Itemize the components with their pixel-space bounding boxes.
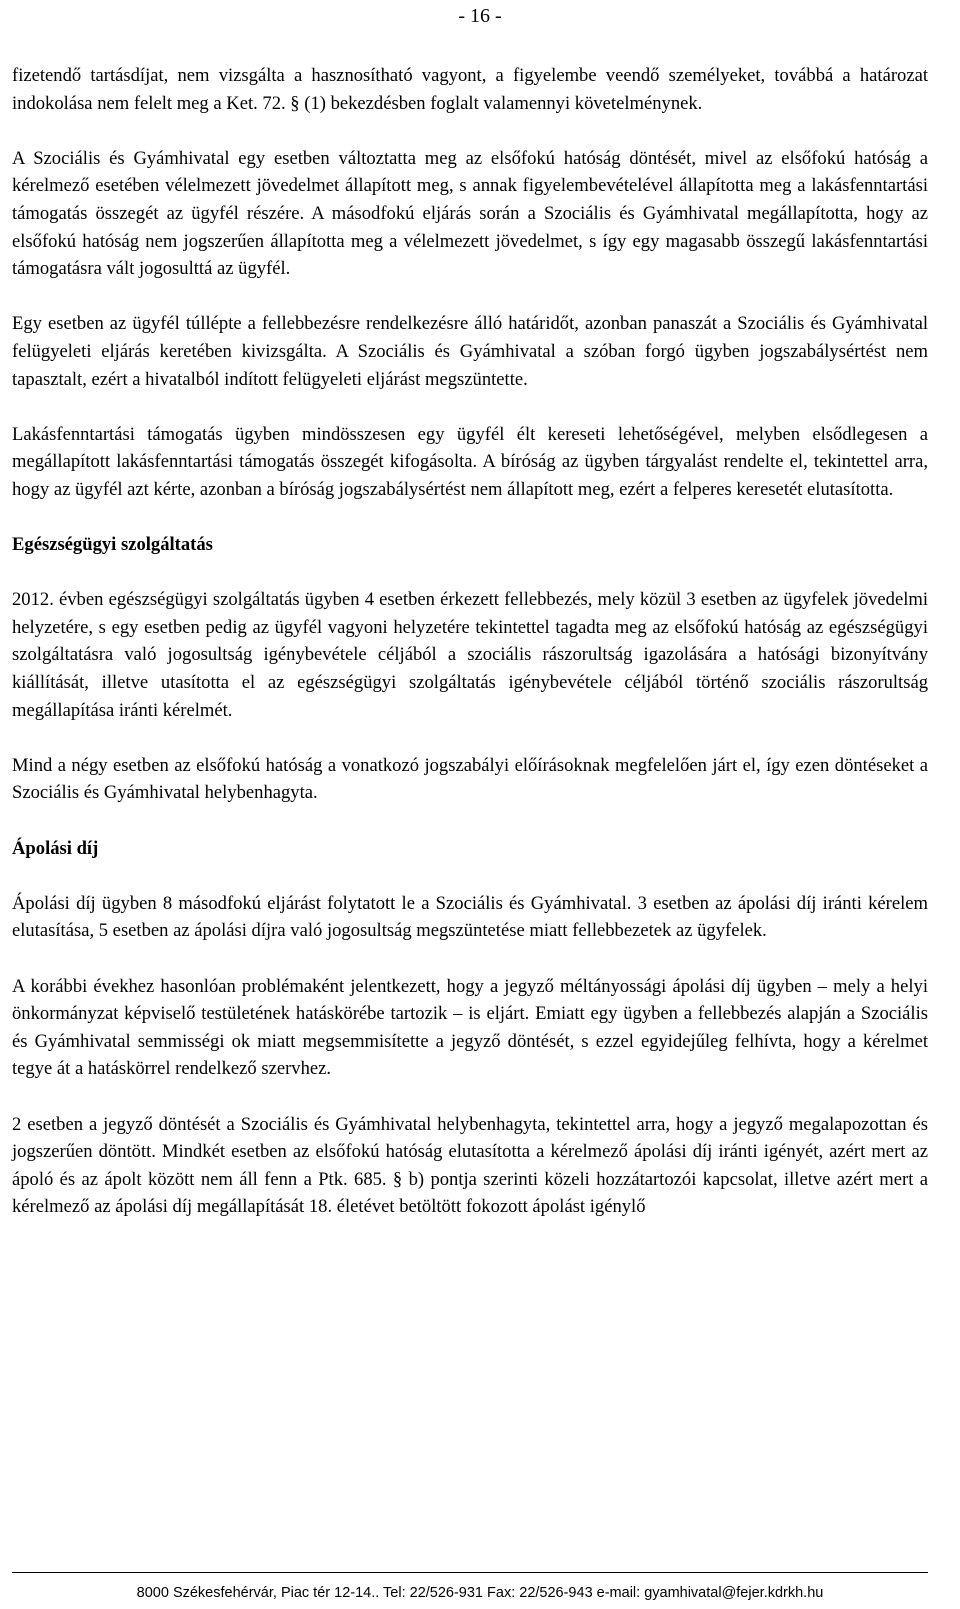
paragraph-apolasi-8: Ápolási díj ügyben 8 másodfokú eljárást folytatott le a Szociális és Gyámhivatal. 3 esetben az ápolási díj iránti kérelem elutasítása, 5 esetben az ápolási díjra való jogosultság megszüntetése miatt fellebbezetek az ügyfelek. — [12, 892, 928, 942]
footer-divider — [12, 1572, 928, 1573]
paragraph-egeszsegugyi-2012: 2012. évben egészségügyi szolgáltatás ügyben 4 esetben érkezett fellebbezés, mely közül 3 esetben az ügyfelek jövedelmi helyzetére, s egy esetben pedig az ügyfél vagyoni helyzetére tekintettel tagadta meg az elsőfokú hatóság az egészségügyi szolgáltatásra való jogosultság igénybevétele céljából a szociális rászorultság igazolására a hatósági bizonyítvány kiállítását, illetve utasította el az egészségügyi szolgáltatás igénybevétele céljából történő szociális rászorultság megállapítása iránti kérelmét. — [12, 589, 928, 721]
document-body — [12, 62, 928, 1221]
paragraph-mind-a-negy: Mind a négy esetben az elsőfokú hatóság a vonatkozó jogszabályi előírásoknak megfelelően járt el, így ezen döntéseket a Szociális és Gyámhivatal helybenhagyta. — [12, 754, 928, 804]
page-number: - 16 - — [458, 5, 502, 27]
section-heading-apolasi-dij: Ápolási díj — [12, 837, 99, 859]
paragraph-kereseti: Lakásfenntartási támogatás ügyben mindösszesen egy ügyfél élt kereseti lehetőségével, melyben elsődlegesen a megállapított lakásfenntartási támogatás összegét kifogásolta. A bíróság az ügyben tárgyalást rendelte el, tekintettel arra, hogy az ügyfél azt kérte, azonban a bíróság jogszabálysértést nem állapított meg, ezért a felperes keresetét elutasította. — [12, 423, 928, 500]
paragraph-hatarido: Egy esetben az ügyfél túllépte a fellebbezésre rendelkezésre álló határidőt, azonban panaszát a Szociális és Gyámhivatal felügyeleti eljárás keretében kivizsgálta. A Szociális és Gyámhivatal a szóban forgó ügyben jogszabálysértést nem tapasztalt, ezért a hivatalból indított felügyeleti eljárást megszüntette. — [12, 313, 928, 390]
paragraph-valtoztatta: A Szociális és Gyámhivatal egy esetben változtatta meg az elsőfokú hatóság döntését, mivel az elsőfokú hatóság a kérelmező esetében vélelmezett jövedelmet állapított meg, s annak figyelembevételével állapította meg a lakásfenntartási támogatás összegét az ügyfél részére. A másodfokú eljárás során a Szociális és Gyámhivatal megállapította, hogy az elsőfokú hatóság nem jogszerűen állapította meg a vélelmezett jövedelmet, s így egy magasabb összegű lakásfenntartási támogatásra vált jogosulttá az ügyfél. — [12, 147, 928, 280]
footer-contact: 8000 Székesfehérvár, Piac tér 12-14.. Tel: 22/526-931 Fax: 22/526-943 e-mail: gyamhivatal@fejer.kdrkh.hu — [136, 1585, 824, 1601]
paragraph-2-esetben: 2 esetben a jegyző döntését a Szociális és Gyámhivatal helybenhagyta, tekintettel arra, hogy a jegyző megalapozottan és jogszerűen döntött. Mindkét esetben az elsőfokú hatóság elutasította a kérelmező ápolási díj iránti igényét, azért mert az ápoló és az ápolt között nem áll fenn a Ptk. 685. § b) pontja szerinti közeli hozzátartozói kapcsolat, illetve azért mert a kérelmező az ápolási díj megállapítását 18. életévet betöltött fokozott ápolást igénylő — [12, 1113, 928, 1218]
section-heading-egeszsegugyi: Egészségügyi szolgáltatás — [12, 534, 213, 556]
paragraph-tartasdij-continuation: fizetendő tartásdíjat, nem vizsgálta a hasznosítható vagyont, a figyelembe veendő személyeket, továbbá a határozat indokolása nem felelt meg a Ket. 72. § (1) bekezdésben foglalt valamennyi követelménynek. — [12, 65, 928, 114]
paragraph-korabbi-evek: A korábbi évekhez hasonlóan problémaként jelentkezett, hogy a jegyző méltányossági ápolási díj ügyben – mely a helyi önkormányzat képviselő testületének hatáskörébe tartozik – is eljárt. Emiatt egy ügyben a fellebbezés alapján a Szociális és Gyámhivatal semmisségi ok miatt megsemmisítette a jegyző döntését, s ezzel egyidejűleg felhívta, hogy a kérelmet tegye át a hatáskörrel rendelkező szervhez. — [12, 975, 928, 1080]
